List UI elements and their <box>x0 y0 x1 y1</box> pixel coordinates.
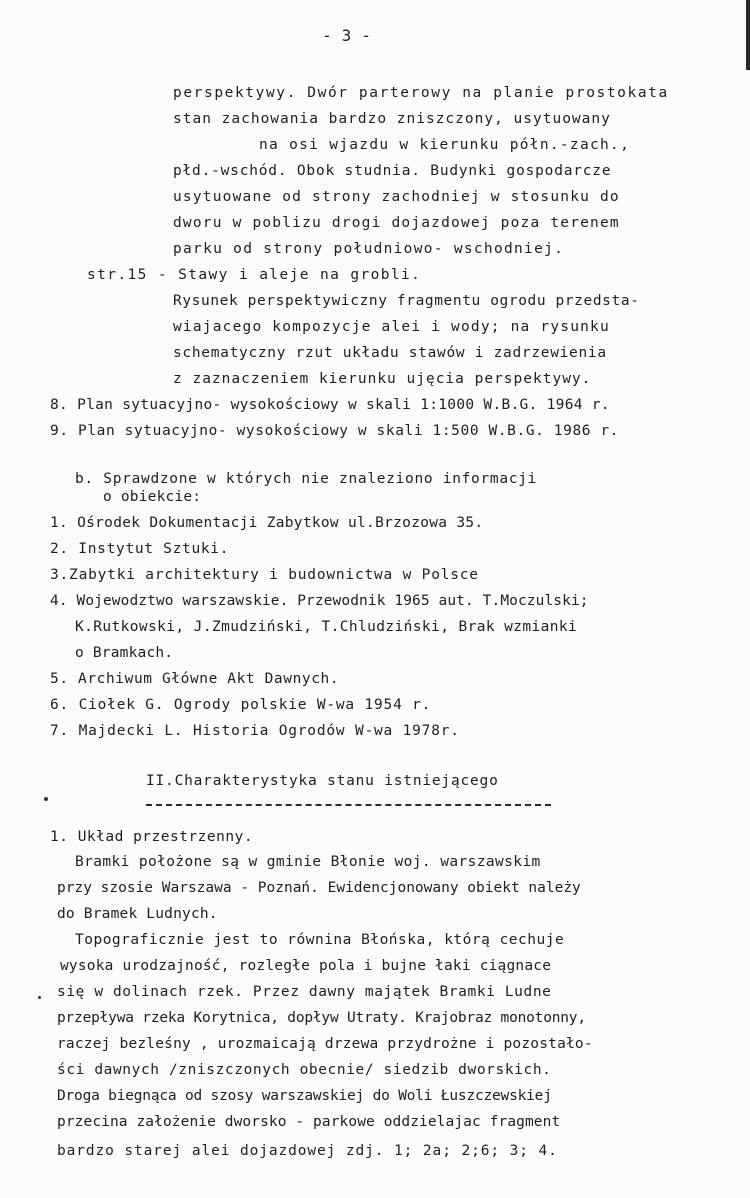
text-line: o Bramkach. <box>75 645 174 661</box>
text-line: przy szosie Warszawa - Poznań. Ewidencjonowany obiekt należy <box>57 880 581 896</box>
text-line: 9. Plan sytuacyjno- wysokościowy w skali 1:500 W.B.G. 1986 r. <box>50 423 620 439</box>
text-line: 3.Zabytki architektury i budownictwa w Polsce <box>50 567 479 583</box>
text-line: na osi wjazdu w kierunku półn.-zach., <box>259 137 631 153</box>
text-line: perspektywy. Dwór parterowy na planie prostokata <box>173 85 669 101</box>
scan-edge-mark <box>746 0 750 70</box>
margin-dot <box>38 996 41 999</box>
margin-dot <box>44 797 48 801</box>
text-line: 1. Układ przestrzenny. <box>50 829 254 845</box>
text-line: Droga biegnąca od szosy warszawskiej do Woli Łuszczewskiej <box>57 1088 552 1104</box>
text-line: schematyczny rzut układu stawów i zadrzewienia <box>173 345 607 361</box>
text-line: 4. Wojewodztwo warszawskie. Przewodnik 1965 aut. T.Moczulski; <box>50 593 589 609</box>
text-line: 5. Archiwum Główne Akt Dawnych. <box>50 671 340 687</box>
text-line: wysoka urodzajność, rozległe pola i bujne łaki ciągnace <box>60 958 552 974</box>
text-line: płd.-wschód. Obok studnia. Budynki gospodarcze <box>173 163 612 179</box>
text-line: 1. Ośrodek Dokumentacji Zabytkow ul.Brzozowa 35. <box>50 515 484 531</box>
text-line: 8. Plan sytuacyjno- wysokościowy w skali 1:1000 W.B.G. 1964 r. <box>50 397 610 413</box>
text-line: str.15 - Stawy i aleje na grobli. <box>87 267 422 283</box>
section-heading: II.Charakterystyka stanu istniejącego <box>146 773 499 789</box>
text-line: dworu w poblizu drogi dojazdowej poza terenem <box>173 215 620 231</box>
text-line: raczej bezleśny , urozmaicają drzewa przydrożne i pozostało- <box>57 1036 593 1052</box>
text-line: z zaznaczeniem kierunku ujęcia perspektywy. <box>173 371 592 387</box>
page-number: - 3 - <box>322 26 372 45</box>
text-line: Rysunek perspektywiczny fragmentu ogrodu przedsta- <box>173 293 640 309</box>
text-line: bardzo starej alei dojazdowej zdj. 1; 2a; 2;6; 3; 4. <box>57 1143 558 1159</box>
text-line: 6. Ciołek G. Ogrody polskie W-wa 1954 r. <box>50 697 432 713</box>
text-line: usytuowane od strony zachodniej w stosunku do <box>173 189 620 205</box>
text-line: się w dolinach rzek. Przez dawny majątek Bramki Ludne <box>57 984 552 1000</box>
text-line: 2. Instytut Sztuki. <box>50 541 230 557</box>
text-line: parku od strony południowo- wschodniej. <box>173 241 565 257</box>
text-line: ści dawnych /zniszczonych obecnie/ siedzib dworskich. <box>57 1062 552 1078</box>
text-line: do Bramek Ludnych. <box>57 906 218 922</box>
text-line: przecina założenie dworsko - parkowe oddzielajac fragment <box>57 1114 561 1130</box>
text-line: wiajacego kompozycje alei i wody; na rysunku <box>173 319 610 335</box>
text-line: b. Sprawdzone w których nie znaleziono informacji <box>75 471 538 487</box>
text-line: Topograficznie jest to równina Błońska, którą cechuje <box>75 932 565 948</box>
text-line: stan zachowania bardzo zniszczony, usytuowany <box>173 111 611 127</box>
text-line: przepływa rzeka Korytnica, dopływ Utraty. Krajobraz monotonny, <box>57 1010 586 1026</box>
text-line: K.Rutkowski, J.Zmudziński, T.Chludziński, Brak wzmianki <box>75 619 578 635</box>
text-line: 7. Majdecki L. Historia Ogrodów W-wa 1978r. <box>50 723 460 739</box>
section-heading-underline <box>146 804 551 806</box>
text-line: o obiekcie: <box>103 489 202 505</box>
text-line: Bramki położone są w gminie Błonie woj. warszawskim <box>75 854 541 870</box>
